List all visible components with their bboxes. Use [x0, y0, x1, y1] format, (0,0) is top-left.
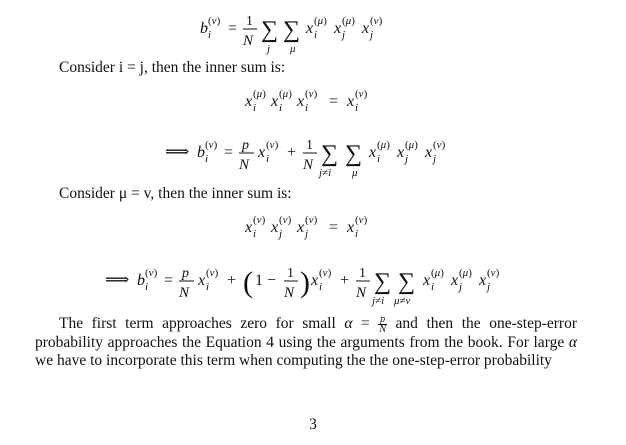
equation-4-svg — [243, 212, 383, 244]
svg-text:1: 1 — [359, 266, 366, 281]
svg-text:N: N — [284, 285, 295, 301]
svg-text:+: + — [340, 272, 350, 289]
conclusion-paragraph — [35, 315, 577, 371]
svg-text:): ) — [300, 266, 310, 299]
svg-text:x: x — [306, 20, 314, 37]
paragraph-text-1: The first term approaches zero for small — [59, 315, 345, 332]
svg-text:(μ): (μ) — [279, 88, 292, 100]
svg-text:x: x — [245, 219, 253, 236]
svg-text:(v): (v) — [253, 214, 266, 226]
svg-text:=: = — [228, 20, 238, 37]
svg-text:+: + — [227, 272, 237, 289]
svg-text:N: N — [243, 33, 254, 49]
svg-text:N: N — [303, 157, 314, 173]
svg-text:x: x — [347, 93, 355, 110]
svg-text:x: x — [311, 272, 319, 289]
svg-text:∑: ∑ — [374, 269, 392, 295]
svg-text:(v): (v) — [319, 267, 332, 279]
svg-text:1: 1 — [287, 266, 294, 281]
svg-text:(v): (v) — [355, 214, 368, 226]
equation-3-svg — [163, 128, 463, 182]
paragraph-text-2: and then the one-step-error probability approaches the Equation 4 using the arguments from the book. For large — [35, 315, 577, 351]
svg-text:x: x — [271, 219, 279, 236]
svg-text:x: x — [245, 93, 253, 110]
svg-text:p: p — [182, 266, 189, 281]
svg-text:⟹: ⟹ — [105, 270, 130, 289]
svg-text:j≠i: j≠i — [319, 167, 332, 179]
svg-text:∑: ∑ — [261, 17, 279, 43]
svg-text:j: j — [487, 281, 491, 293]
svg-text:x: x — [451, 272, 459, 289]
svg-text:(μ): (μ) — [431, 267, 444, 279]
svg-text:x: x — [397, 144, 405, 161]
svg-text:(v): (v) — [206, 267, 219, 279]
equation-5-svg — [103, 254, 523, 308]
svg-text:∑: ∑ — [345, 141, 363, 167]
svg-text:(v): (v) — [355, 88, 368, 100]
svg-text:i: i — [377, 153, 381, 165]
alpha-equation: $\alpha = \frac{p}{N}$ — [344, 314, 386, 335]
svg-text:(v): (v) — [305, 214, 318, 226]
svg-text:(v): (v) — [266, 139, 279, 151]
equation-4 — [0, 212, 626, 244]
svg-text:(μ): (μ) — [314, 15, 327, 27]
svg-text:(: ( — [243, 266, 253, 299]
svg-text:(μ): (μ) — [342, 15, 355, 27]
case-i-equals-j-text: Consider i = j, then the inner sum is: — [59, 59, 286, 76]
svg-text:x: x — [479, 272, 487, 289]
svg-text:x: x — [198, 272, 206, 289]
svg-text:j: j — [370, 29, 374, 41]
svg-text:μ≠v: μ≠v — [394, 295, 411, 307]
svg-text:μ: μ — [352, 167, 358, 179]
svg-text:i: i — [206, 281, 210, 293]
svg-text:(μ): (μ) — [377, 139, 390, 151]
svg-text:j: j — [433, 153, 437, 165]
svg-text:j: j — [405, 153, 409, 165]
equation-3 — [0, 128, 626, 182]
svg-text:i: i — [205, 153, 209, 165]
svg-text:i: i — [314, 29, 318, 41]
svg-text:x: x — [297, 219, 305, 236]
svg-text:=: = — [164, 272, 174, 289]
svg-text:N: N — [239, 157, 250, 173]
svg-text:x: x — [423, 272, 431, 289]
svg-text:⟹: ⟹ — [165, 142, 190, 161]
svg-text:x: x — [362, 20, 370, 37]
svg-text:−: − — [267, 272, 277, 289]
svg-text:μ: μ — [290, 43, 296, 55]
svg-text:(v): (v) — [305, 88, 318, 100]
svg-text:N: N — [356, 285, 367, 301]
svg-text:j: j — [305, 228, 309, 240]
svg-text:i: i — [279, 102, 283, 114]
svg-text:i: i — [253, 228, 257, 240]
svg-text:x: x — [425, 144, 433, 161]
svg-text:i: i — [319, 281, 323, 293]
svg-text:(v): (v) — [145, 267, 158, 279]
paragraph-text-3: we have to incorporate this term when computing the the one-step-error probability — [35, 352, 552, 370]
svg-text:+: + — [287, 144, 297, 161]
page-number: 3 — [309, 416, 317, 433]
equation-1 — [0, 4, 626, 58]
svg-text:∑: ∑ — [283, 17, 301, 43]
svg-text:1: 1 — [246, 14, 253, 29]
svg-text:(v): (v) — [279, 214, 292, 226]
svg-text:=: = — [329, 219, 339, 236]
svg-text:(v): (v) — [370, 15, 383, 27]
svg-text:(v): (v) — [487, 267, 500, 279]
svg-text:1: 1 — [255, 272, 263, 289]
svg-text:=: = — [224, 144, 234, 161]
svg-text:i: i — [305, 102, 309, 114]
svg-text:j: j — [267, 43, 271, 55]
equation-2-svg — [243, 86, 383, 118]
svg-text:i: i — [355, 102, 359, 114]
svg-text:i: i — [266, 153, 270, 165]
svg-text:j: j — [342, 29, 346, 41]
svg-text:j≠i: j≠i — [372, 295, 385, 307]
svg-text:b: b — [200, 20, 208, 37]
equation-5 — [0, 254, 626, 308]
svg-text:x: x — [258, 144, 266, 161]
svg-text:i: i — [355, 228, 359, 240]
svg-text:x: x — [347, 219, 355, 236]
equation-2 — [0, 86, 626, 118]
svg-text:b: b — [137, 272, 145, 289]
svg-text:1: 1 — [306, 138, 313, 153]
svg-text:i: i — [208, 29, 212, 41]
svg-text:(v): (v) — [205, 139, 218, 151]
svg-text:(μ): (μ) — [459, 267, 472, 279]
svg-text:(v): (v) — [208, 15, 221, 27]
svg-text:p: p — [242, 138, 249, 153]
svg-text:i: i — [431, 281, 435, 293]
svg-text:x: x — [334, 20, 342, 37]
svg-text:(μ): (μ) — [253, 88, 266, 100]
svg-text:j: j — [459, 281, 463, 293]
svg-text:i: i — [253, 102, 257, 114]
svg-text:j: j — [279, 228, 283, 240]
svg-text:b: b — [197, 144, 205, 161]
svg-text:x: x — [271, 93, 279, 110]
svg-text:i: i — [145, 281, 149, 293]
alpha-symbol: α — [568, 334, 577, 351]
svg-text:x: x — [297, 93, 305, 110]
svg-text:x: x — [369, 144, 377, 161]
svg-text:(μ): (μ) — [405, 139, 418, 151]
equation-1-svg — [198, 4, 428, 58]
svg-text:∑: ∑ — [321, 141, 339, 167]
svg-text:(v): (v) — [433, 139, 446, 151]
svg-text:∑: ∑ — [398, 269, 416, 295]
case-mu-equals-v-text: Consider μ = v, then the inner sum is: — [59, 185, 292, 202]
svg-text:N: N — [179, 285, 190, 301]
svg-text:=: = — [329, 93, 339, 110]
